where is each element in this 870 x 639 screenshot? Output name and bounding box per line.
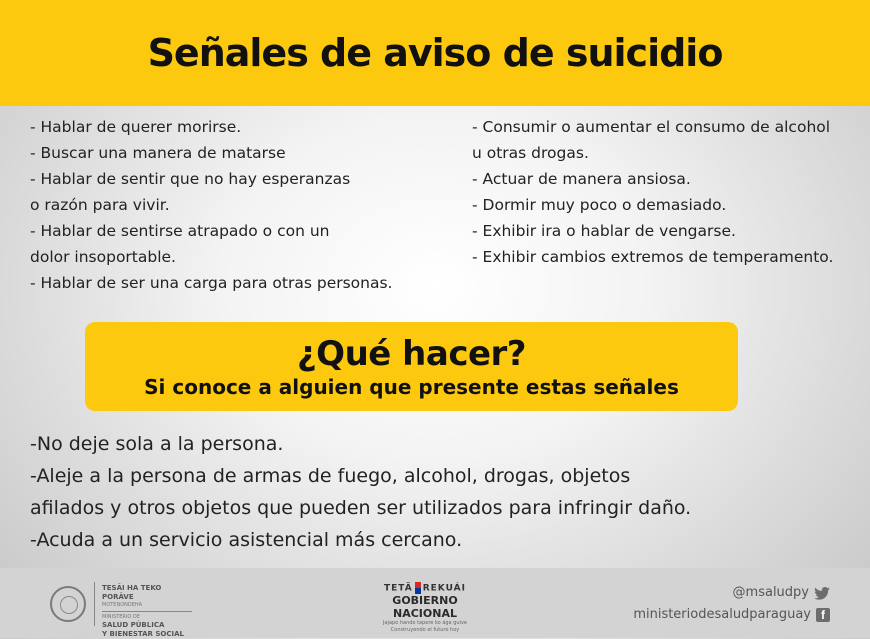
list-item-text: - Exhibir cambios extremos de temperamento. <box>472 248 834 266</box>
facebook-icon: f <box>816 608 830 622</box>
list-item <box>30 428 850 460</box>
list-item-continuation: o razón para vivir. <box>30 196 170 214</box>
org-small-line: MOTENONDEHA <box>102 602 143 608</box>
footer <box>0 568 870 638</box>
list-item <box>472 218 862 244</box>
org-line: SALUD PÚBLICA <box>102 621 165 629</box>
list-item-text: - Exhibir ira o hablar de vengarse. <box>472 222 736 240</box>
gob-line3b: Construyendo el futuro hoy <box>390 627 460 633</box>
list-item <box>30 140 450 166</box>
header-banner <box>0 0 870 106</box>
list-item-text: - Dormir muy poco o demasiado. <box>472 196 727 214</box>
twitter-handle: @msaludpy <box>732 585 809 600</box>
gob-line1b: REKUÁI <box>422 583 466 594</box>
list-item-text: -No deje sola a la persona. <box>30 433 284 455</box>
list-item-continuation: dolor insoportable. <box>30 248 176 266</box>
list-item-text: - Hablar de ser una carga para otras personas. <box>30 274 393 292</box>
callout-subtitle: Si conoce a alguien que presente estas señales <box>144 374 679 399</box>
list-item <box>30 524 850 556</box>
page-title: Señales de aviso de suicidio <box>147 31 723 75</box>
list-item <box>472 244 862 270</box>
flag-icon <box>415 582 421 594</box>
list-item <box>472 192 862 218</box>
twitter-link[interactable] <box>633 582 830 604</box>
list-item-continuation: u otras drogas. <box>472 144 589 162</box>
what-to-do-callout <box>85 322 738 411</box>
list-item <box>472 166 862 192</box>
list-item-continuation: afilados y otros objetos que pueden ser utilizados para infringir daño. <box>30 497 692 519</box>
gob-line2: GOBIERNO NACIONAL <box>392 594 458 620</box>
list-item-text: - Hablar de sentirse atrapado o con un <box>30 222 330 240</box>
warning-signs-right-list <box>472 114 862 270</box>
list-item-text: - Consumir o aumentar el consumo de alcohol <box>472 118 831 136</box>
divider <box>94 582 95 626</box>
ministry-seal-icon <box>50 586 86 622</box>
list-item-text: -Acuda a un servicio asistencial más cercano. <box>30 529 463 551</box>
list-item <box>472 114 862 166</box>
list-item <box>30 166 450 218</box>
gob-line3a: Jajapo hande tapere ko ága guive <box>383 620 467 626</box>
org-line: TESÃI HA TEKO <box>102 584 162 592</box>
list-item-text: - Hablar de querer morirse. <box>30 118 242 136</box>
gob-line1a: TETÃ <box>384 583 413 594</box>
list-item <box>30 270 450 296</box>
org-line: Y BIENESTAR SOCIAL <box>102 630 184 638</box>
list-item-text: - Actuar de manera ansiosa. <box>472 170 691 188</box>
government-logo <box>360 582 490 634</box>
list-item <box>30 218 450 270</box>
warning-signs-left-list <box>30 114 450 296</box>
facebook-page: ministeriodesaludparaguay <box>633 607 811 622</box>
list-item-text: -Aleje a la persona de armas de fuego, alcohol, drogas, objetos <box>30 465 631 487</box>
org-line: PORÃVE <box>102 593 134 601</box>
callout-question: ¿Qué hacer? <box>296 333 527 374</box>
actions-list <box>30 428 850 556</box>
list-item <box>30 460 850 524</box>
list-item-text: - Hablar de sentir que no hay esperanzas <box>30 170 351 188</box>
divider <box>102 611 192 612</box>
ministry-logo-text <box>102 584 192 639</box>
social-links <box>633 582 830 626</box>
list-item <box>30 114 450 140</box>
org-small-line: MINISTERIO DE <box>102 614 140 620</box>
list-item-text: - Buscar una manera de matarse <box>30 144 286 162</box>
facebook-link[interactable] <box>633 604 830 626</box>
twitter-icon <box>814 587 830 600</box>
